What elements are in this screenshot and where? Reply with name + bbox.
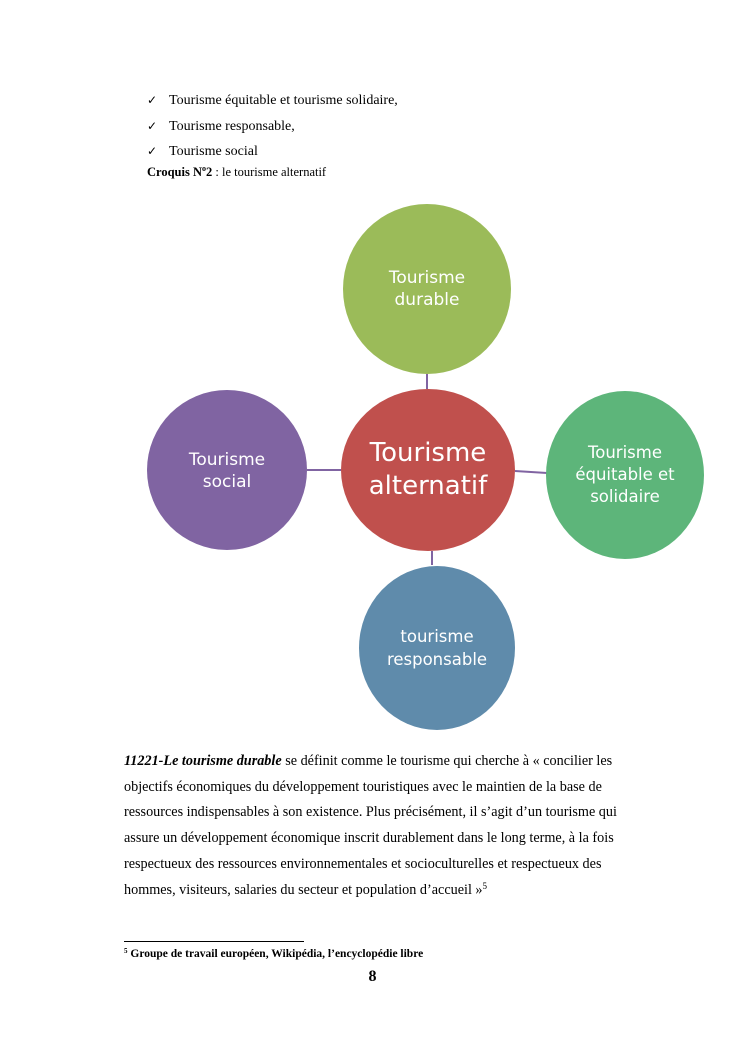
node-left-line2: social bbox=[202, 472, 252, 492]
node-right bbox=[546, 391, 704, 559]
bullet-item bbox=[147, 114, 398, 140]
node-top bbox=[343, 204, 511, 374]
body-paragraph bbox=[124, 749, 644, 903]
node-center-line2: alternatif bbox=[368, 471, 488, 501]
bullet-item bbox=[147, 139, 398, 165]
connector-right bbox=[515, 471, 547, 473]
node-center bbox=[341, 389, 515, 551]
caption-text: : le tourisme alternatif bbox=[212, 165, 327, 180]
node-right-line1: Tourisme bbox=[587, 443, 663, 462]
bullet-item bbox=[147, 88, 398, 114]
node-bottom bbox=[359, 566, 515, 730]
checkmark-icon: ✓ bbox=[147, 144, 158, 158]
footnote-divider bbox=[124, 941, 304, 942]
footnote-number: 5 bbox=[124, 947, 128, 955]
bullet-text: Tourisme équitable et tourisme solidaire, bbox=[169, 93, 398, 108]
footnote-text: Groupe de travail européen, Wikipédia, l’encyclopédie libre bbox=[127, 948, 424, 960]
figure-caption bbox=[147, 164, 326, 180]
paragraph-text: se définit comme le tourisme qui cherche à « concilier les objectifs économiques du développement touristiques avec le maintien de la base de ressources indispensables à son existence. Plus précisément, il s’agit d’un tourisme qui assure un développement économique inscrit durablement dans le long terme, à la fois respectueux des ressources environnementales et socioculturelles et respectueux des hommes, visiteurs, salaries du secteur et population d’accueil » bbox=[124, 753, 617, 898]
node-left bbox=[147, 390, 307, 550]
node-right-line3: solidaire bbox=[590, 487, 660, 506]
footnote bbox=[124, 948, 423, 960]
bullet-text: Tourisme social bbox=[169, 144, 258, 159]
node-bottom-line2: responsable bbox=[386, 650, 488, 669]
node-right-line2: équitable et bbox=[575, 465, 675, 484]
node-bottom-line1: tourisme bbox=[400, 627, 474, 646]
bullet-text: Tourisme responsable, bbox=[169, 118, 295, 134]
footnote-ref[interactable]: 5 bbox=[482, 880, 488, 891]
bullet-list bbox=[147, 88, 398, 165]
caption-label: Croquis $N^o2$ bbox=[147, 164, 213, 180]
checkmark-icon: ✓ bbox=[147, 93, 158, 107]
paragraph-lead: 11221-Le tourisme durable bbox=[124, 753, 282, 769]
page-number: 8 bbox=[368, 968, 377, 985]
node-top-line1: Tourisme bbox=[388, 268, 466, 288]
node-left-line1: Tourisme bbox=[188, 450, 266, 470]
node-top-line2: durable bbox=[394, 290, 460, 310]
tourism-diagram bbox=[0, 195, 745, 740]
node-center-line1: Tourisme bbox=[369, 438, 487, 468]
checkmark-icon: ✓ bbox=[147, 118, 158, 133]
